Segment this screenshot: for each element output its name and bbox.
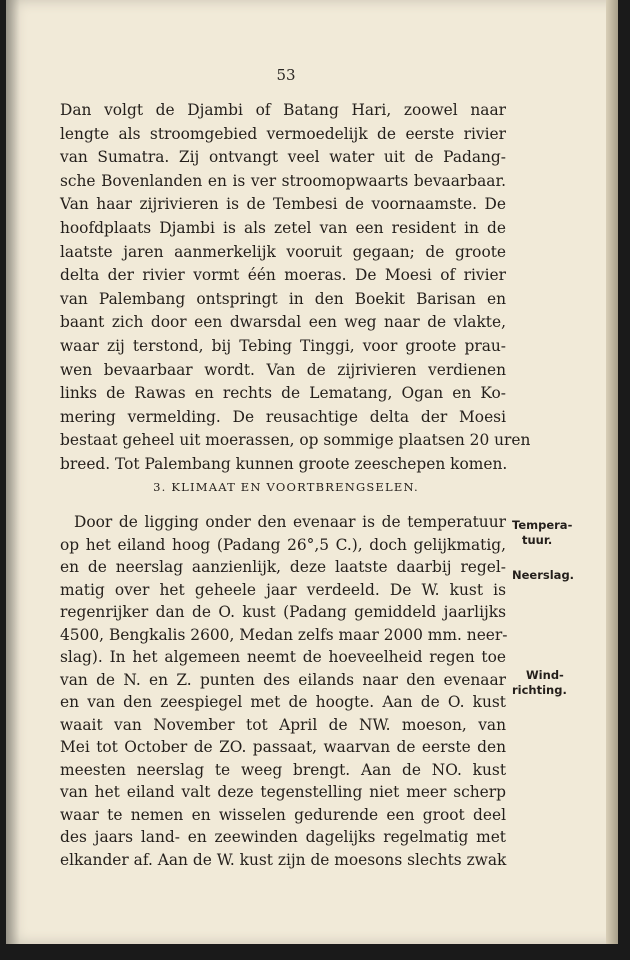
text-line: slag). In het algemeen neemt de hoeveelheid regen toe <box>60 648 506 666</box>
text-line: van de N. en Z. punten des eilands naar den evenaar <box>60 670 506 689</box>
text-line: regenrijker dan de O. kust (Padang gemiddeld jaarlijks <box>60 603 506 621</box>
margin-note-line: Tempera- <box>512 518 573 532</box>
text-line: waar zij terstond, bij Tebing Tinggi, voor groote prau- <box>60 337 506 355</box>
text-line: Mei tot October de ZO. passaat, waarvan de eerste den <box>60 738 506 756</box>
text-line: hoofdplaats Djambi is als zetel van een resident in de <box>60 219 506 237</box>
text-line: van Palembang ontspringt in den Boekit Barisan en <box>60 289 506 308</box>
text-line: mering vermelding. De reusachtige delta der Moesi <box>60 407 506 426</box>
text-line: des jaars land- en zeewinden dagelijks regelmatig met <box>60 828 506 846</box>
text-line: lengte als stroomgebied vermoedelijk de eerste rivier <box>60 124 506 143</box>
margin-note-neerslag <box>512 568 588 583</box>
text-line: op het eiland hoog (Padang 26°,5 C.), doch gelijkmatig, <box>60 535 506 554</box>
text-line: Dan volgt de Djambi of Batang Hari, zoowel naar <box>60 101 506 119</box>
text-line: en van den zeespiegel met de hoogte. Aan de O. kust <box>60 693 506 711</box>
text-line: 4500, Bengkalis 2600, Medan zelfs maar 2000 mm. neer- <box>60 625 508 644</box>
text-line: matig over het geheele jaar verdeeld. De W. kust is <box>60 580 506 599</box>
text-line: meesten neerslag te weeg brengt. Aan de NO. kust <box>60 760 506 779</box>
text-line: waait van November tot April de NW. moeson, van <box>60 715 506 734</box>
text-line: elkander af. Aan de W. kust zijn de moesons slechts zwak <box>60 850 507 869</box>
margin-note-line: Neerslag. <box>512 568 575 582</box>
text-line: baant zich door een dwarsdal een weg naar de vlakte, <box>60 313 506 332</box>
text-line: sche Bovenlanden en is ver stroomopwaarts bevaarbaar. <box>60 171 506 190</box>
margin-note-line: richting. <box>512 683 567 697</box>
text-line: laatste jaren aanmerkelijk vooruit gegaan; de groote <box>60 242 506 261</box>
book-page <box>6 0 618 944</box>
margin-note-windrichting <box>512 668 588 698</box>
text-line: links de Rawas en rechts de Lematang, Ogan en Ko- <box>60 384 506 403</box>
text-line: van het eiland valt deze tegenstelling niet meer scherp <box>60 783 506 801</box>
gutter-shadow <box>6 0 20 944</box>
text-line: bestaat geheel uit moerassen, op sommige plaatsen 20 uren <box>60 431 531 450</box>
margin-note-line: Wind- <box>526 668 564 682</box>
text-line: wen bevaarbaar wordt. Van de zijrivieren verdienen <box>60 360 506 379</box>
margin-note-temperatuur <box>512 518 588 548</box>
page-number: 53 <box>276 66 296 84</box>
page-edge <box>606 0 618 944</box>
text-line: en de neerslag aanzienlijk, deze laatste daarbij regel- <box>60 558 506 576</box>
text-line: breed. Tot Palembang kunnen groote zeeschepen komen. <box>60 455 508 473</box>
text-line: Door de ligging onder den evenaar is de temperatuur <box>74 513 506 531</box>
section-heading: 3. KLIMAAT EN VOORTBRENGSELEN. <box>153 480 419 494</box>
text-line: Van haar zijrivieren is de Tembesi de voornaamste. De <box>60 195 506 214</box>
text-line: van Sumatra. Zij ontvangt veel water uit de Padang- <box>60 148 506 167</box>
margin-note-line: tuur. <box>522 533 553 547</box>
text-line: delta der rivier vormt één moeras. De Moesi of rivier <box>60 266 506 285</box>
text-line: waar te nemen en wisselen gedurende een groot deel <box>60 805 506 824</box>
